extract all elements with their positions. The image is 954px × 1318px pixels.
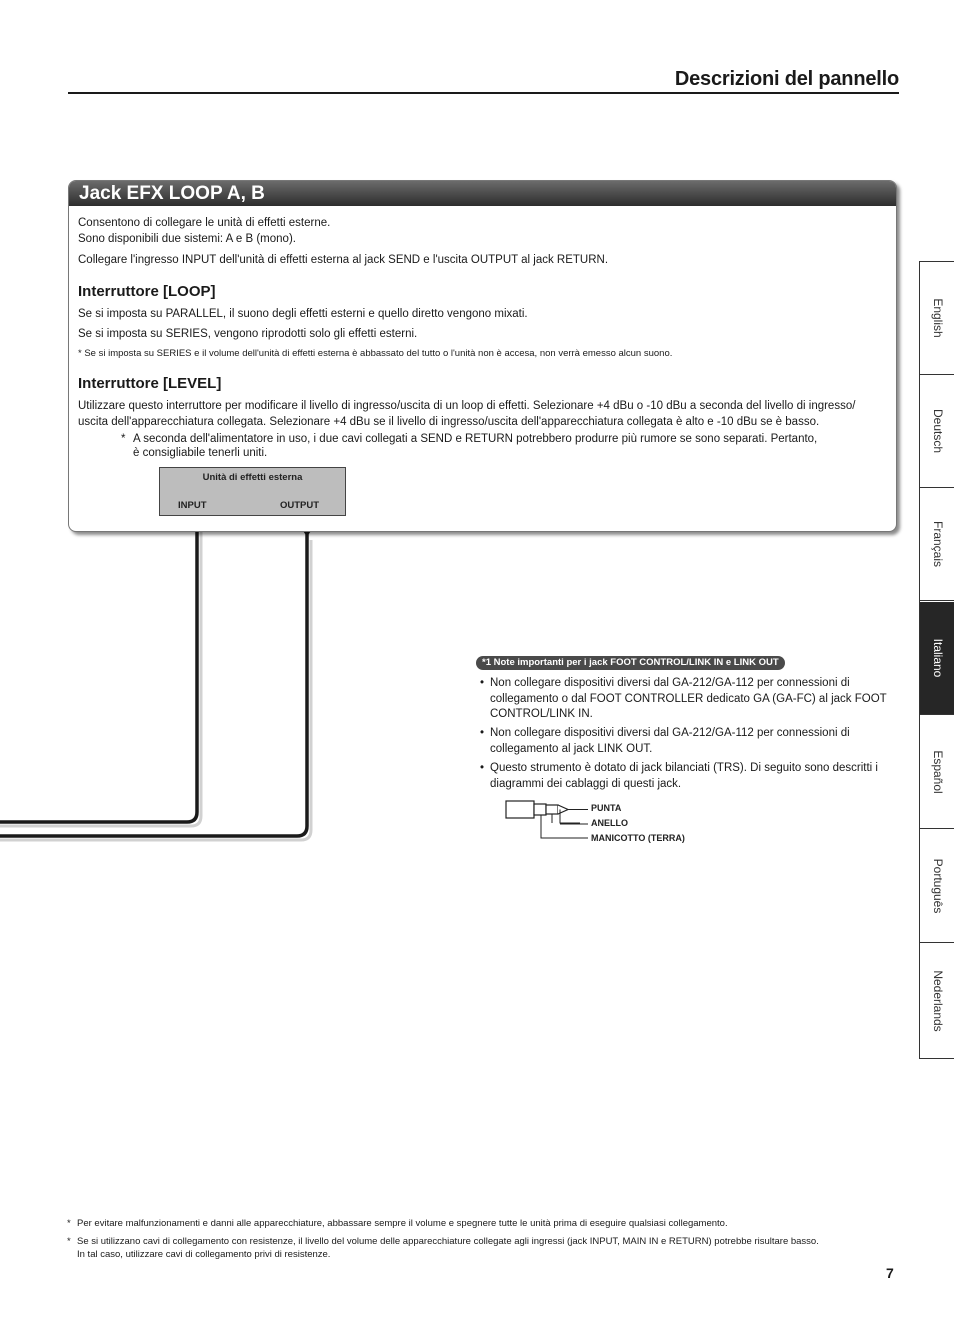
unit-output-label: OUTPUT — [280, 500, 320, 511]
external-effects-unit — [159, 467, 346, 516]
loop-heading: Interruttore [LOOP] — [78, 283, 216, 300]
page-title: Descrizioni del pannello — [674, 68, 899, 90]
level-note-line-1: A seconda dell'alimentatore in uso, i due cavi collegati a SEND e RETURN potrebbero produrre più rumore se sono separati. Pertanto, — [133, 433, 818, 445]
footnote-text: Per evitare malfunzionamenti e danni alle apparecchiature, abbassare sempre il volume e spegnere tutte le unità prima di eseguire qualsiasi collegamento. — [77, 1218, 728, 1229]
level-note-line-2: è consigliabile tenerli uniti. — [133, 447, 268, 459]
footnote: * Se si utilizzano cavi di collegamento con resistenze, il livello del volume delle apparecchiature collegate agli ingressi (jack INPUT, MAIN IN e RETURN) potrebbe risultare basso. — [67, 1235, 897, 1248]
lang-tab-label: Deutsch — [930, 408, 945, 454]
footnote-text: Se si utilizzano cavi di collegamento con resistenze, il livello del volume delle apparecchiature collegate agli ingressi (jack INPUT, MAIN IN e RETURN) potrebbe risultare basso. — [77, 1236, 819, 1247]
note-bullet: • Questo strumento è dotato di jack bilanciati (TRS). Di seguito sono descritti i diagrammi dei cablaggi di questi jack. — [480, 761, 900, 792]
output-cable — [0, 519, 307, 836]
plug-sleeve-label: MANICOTTO (TERRA) — [591, 833, 685, 843]
lang-tab-label: Italiano — [930, 638, 945, 678]
note-bullet-text: Non collegare dispositivi diversi dal GA-212/GA-112 per connessioni di collegamento al jack LINK OUT. — [490, 727, 850, 755]
unit-label: Unità di effetti esterna — [202, 472, 303, 483]
loop-note: * Se si imposta su SERIES e il volume dell'unità di effetti esterna è abbassato del tutto o l'unità non è accesa, non verrà emesso alcun suono. — [78, 348, 673, 359]
level-line-1: Utilizzare questo interruttore per modificare il livello di ingresso/uscita di un loop di effetti. Selezionare +4 dBu o -10 dBu a seconda del livello di ingresso/ — [78, 400, 856, 412]
footnote-continuation — [67, 1248, 897, 1261]
note-bullet-text: Non collegare dispositivi diversi dal GA-212/GA-112 per connessioni di collegamento o dal FOOT CONTROLLER dedicato GA (GA-FC) al jack FOOT CONTROL/LINK IN. — [490, 677, 887, 720]
plug-leader-lines — [560, 804, 590, 844]
note-bullet-text: Questo strumento è dotato di jack bilanciati (TRS). Di seguito sono descritti i diagrammi dei cablaggi di questi jack. — [490, 762, 878, 790]
loop-line-1: Se si imposta su PARALLEL, il suono degli effetti esterni e quello diretto vengono mixati. — [78, 308, 528, 320]
footnote: * Per evitare malfunzionamenti e danni alle apparecchiature, abbassare sempre il volume e spegnere tutte le unità prima di eseguire qualsiasi collegamento. — [67, 1217, 897, 1230]
lang-tab-label: Français — [930, 520, 945, 568]
notes-badge: *1 Note importanti per i jack FOOT CONTROL/LINK IN e LINK OUT — [476, 656, 785, 670]
note-bullet: • Non collegare dispositivi diversi dal GA-212/GA-112 per connessioni di collegamento al jack LINK OUT. — [480, 726, 900, 757]
note-bullet: • Non collegare dispositivi diversi dal GA-212/GA-112 per connessioni di collegamento o dal FOOT CONTROLLER dedicato GA (GA-FC) al jack FOOT CONTROL/LINK IN. — [480, 676, 900, 723]
footnote-text: In tal caso, utilizzare cavi di collegamento privi di resistenze. — [77, 1249, 331, 1260]
intro-line-1: Consentono di collegare le unità di effetti esterne. — [78, 217, 331, 229]
lang-tab-label: Español — [930, 750, 945, 794]
lang-tab-label: Nederlands — [930, 969, 945, 1032]
lang-tab-label: English — [930, 298, 945, 338]
level-line-2: uscita dell'apparecchiatura collegata. Selezionare +4 dBu se il livello di ingresso/uscita dell'apparecchiatura collegata è alto e -10 dBu se è basso. — [78, 416, 820, 428]
input-cable — [0, 522, 197, 822]
plug-tip-label: PUNTA — [591, 803, 622, 813]
section-title: Jack EFX LOOP A, B — [69, 181, 896, 206]
lang-tab-label: Português — [930, 858, 945, 914]
loop-line-2: Se si imposta su SERIES, vengono riprodotti solo gli effetti esterni. — [78, 328, 418, 340]
page-number: 7 — [886, 1265, 894, 1281]
level-heading: Interruttore [LEVEL] — [78, 375, 222, 392]
level-note-star: * — [121, 433, 126, 445]
intro-line-2: Sono disponibili due sistemi: A e B (mono). — [78, 233, 296, 245]
plug-ring-label: ANELLO — [591, 818, 628, 828]
intro-line-3: Collegare l'ingresso INPUT dell'unità di effetti esterna al jack SEND e l'uscita OUTPUT al jack RETURN. — [78, 254, 609, 266]
unit-input-label: INPUT — [178, 500, 207, 511]
